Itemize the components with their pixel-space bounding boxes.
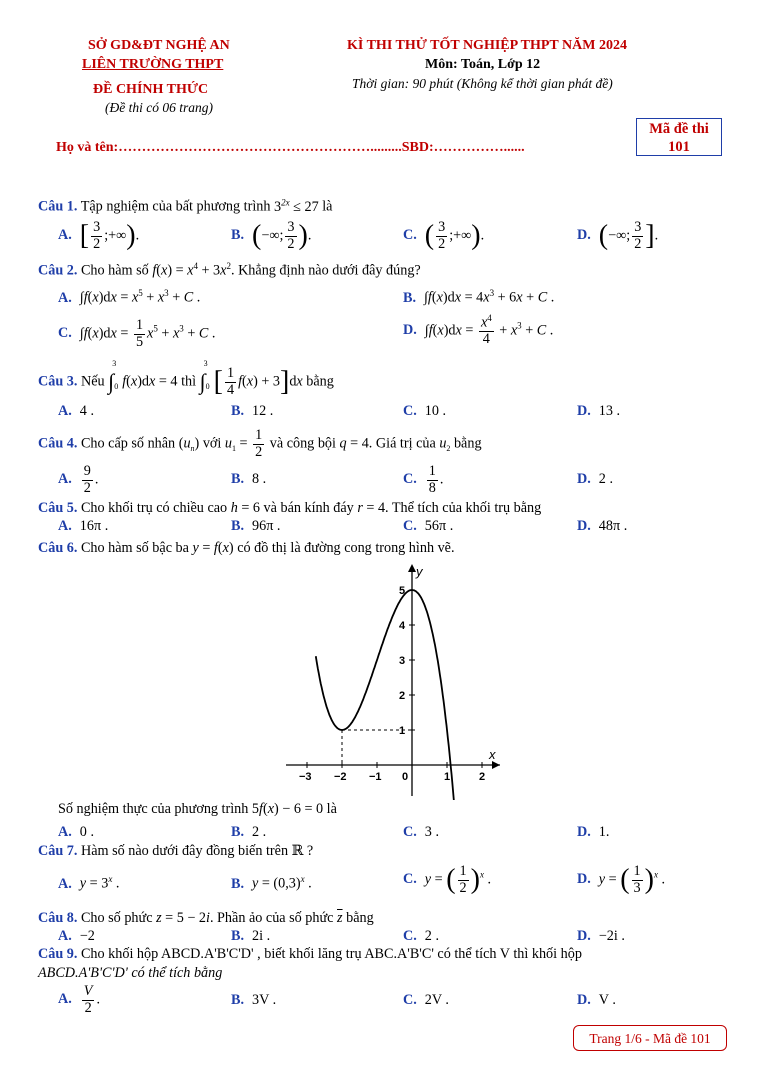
exam-subject: Môn: Toán, Lớp 12 xyxy=(425,57,541,72)
x-tick-label: 1 xyxy=(444,771,451,783)
cubic-graph xyxy=(276,560,506,800)
question-6-sub: Số nghiệm thực của phương trình 5f(x) − 6 = 0 là xyxy=(58,801,337,817)
q4-option-b[interactable]: B. 8 . xyxy=(231,471,267,487)
x-tick-label: −3 xyxy=(299,771,312,783)
x-axis-label: x xyxy=(489,747,496,762)
q7-option-a[interactable]: A. $y = 3^x$ . xyxy=(58,874,120,892)
school-name: LIÊN TRƯỜNG THPT xyxy=(82,57,224,72)
dept-name: SỞ GD&ĐT NGHỆ AN xyxy=(88,38,230,53)
q6-option-d[interactable]: D. 1. xyxy=(577,824,610,840)
q9-option-d[interactable]: D. V . xyxy=(577,992,616,1008)
cubic-curve xyxy=(316,590,461,800)
q2-option-c[interactable]: C. ∫f(x)dx = $\frac{1}{5}$ $x^5 + x^3 + C$ . xyxy=(58,317,216,350)
q3-option-a[interactable]: A. 4 . xyxy=(58,403,94,419)
q1-option-a[interactable]: A. [ $\frac{3}{2}$ ;+∞). xyxy=(58,219,140,252)
exam-code-box xyxy=(636,118,722,156)
q7-option-d[interactable]: D. y = ( $\frac{1}{3}$ )$^x$ . xyxy=(577,863,666,896)
name-sbd-line: Họ và tên:……………………………………………….........SBD:……………...... xyxy=(56,140,525,155)
question-6: Câu 6. Cho hàm số bậc ba y = f(x) có đồ thị là đường cong trong hình vẽ. xyxy=(38,540,455,556)
y-tick-label: 3 xyxy=(399,655,406,667)
official-label: ĐỀ CHÍNH THỨC xyxy=(93,82,209,97)
q8-option-a[interactable]: A. −2 xyxy=(58,928,95,944)
question-4: Câu 4. Cho cấp số nhân $(u_n)$ với $u_1$ = $\frac{1}{2}$ và công bội q = 4. Giá trị của $u_2$ bằng xyxy=(38,427,482,460)
q5-option-c[interactable]: C. 56π . xyxy=(403,518,454,534)
q4-option-c[interactable]: C. $\frac{1}{8}$ . xyxy=(403,463,444,496)
pages-note: (Đề thi có 06 trang) xyxy=(105,100,213,115)
q8-option-d[interactable]: D. −2i . xyxy=(577,928,625,944)
q6-option-b[interactable]: B. 2 . xyxy=(231,824,267,840)
x-tick-label: −1 xyxy=(369,771,382,783)
q1-option-d[interactable]: D. (−∞; $\frac{3}{2}$ ]. xyxy=(577,219,659,252)
question-3: Câu 3. Nếu $\int_0^3f(x)dx = 4$ thì $\int_0^3$[ $\frac{1}{4}$ f(x) + 3]dx bằng xyxy=(38,358,334,398)
q2-option-d[interactable]: D. ∫f(x)dx = $\frac{x^4}{4}$ + $x^3 + C$ . xyxy=(403,313,554,348)
x-axis-arrow xyxy=(492,761,500,769)
exam-title: KÌ THI THỬ TỐT NGHIỆP THPT NĂM 2024 xyxy=(347,38,627,53)
y-tick-label: 1 xyxy=(399,725,406,737)
q4-option-d[interactable]: D. 2 . xyxy=(577,471,613,487)
q4-option-a[interactable]: A. $\frac{9}{2}$ . xyxy=(58,463,99,496)
x-tick-label: −2 xyxy=(334,771,347,783)
x-tick-label: 2 xyxy=(479,771,486,783)
question-5: Câu 5. Cho khối trụ có chiều cao h = 6 và bán kính đáy r = 4. Thể tích của khối trụ bằng xyxy=(38,500,542,516)
exam-code-value: 101 xyxy=(668,139,690,155)
y-axis-label: y xyxy=(416,564,423,579)
q9-option-a[interactable]: A. $\frac{V}{2}$ . xyxy=(58,983,101,1016)
y-tick-label: 5 xyxy=(399,585,406,597)
question-1: Câu 1. Tập nghiệm của bất phương trình $3^{2x} \le 27$ là xyxy=(38,197,333,215)
y-axis-arrow xyxy=(408,564,416,572)
q6-option-a[interactable]: A. 0 . xyxy=(58,824,94,840)
y-tick-label: 2 xyxy=(399,690,406,702)
x-tick-label: 0 xyxy=(402,771,409,783)
y-tick-label: 4 xyxy=(399,620,406,632)
exam-time: Thời gian: 90 phút (Không kể thời gian phát đề) xyxy=(352,76,613,91)
q7-option-c[interactable]: C. y = ( $\frac{1}{2}$ )$^x$ . xyxy=(403,863,492,896)
q3-option-c[interactable]: C. 10 . xyxy=(403,403,447,419)
question-9: Câu 9. Cho khối hộp ABCD.A'B'C'D' , biết khối lăng trụ ABC.A'B'C' có thể tích V thì khối hộp xyxy=(38,946,582,962)
q3-option-b[interactable]: B. 12 . xyxy=(231,403,274,419)
q1-option-b[interactable]: B. (−∞; $\frac{3}{2}$ ). xyxy=(231,219,312,252)
q2-option-a[interactable]: A. $\int f(x)dx = x^5 + x^3 + C$ . xyxy=(58,288,201,306)
question-9-line2: ABCD.A'B'C'D' có thể tích bằng xyxy=(38,965,223,981)
q1-option-c[interactable]: C. ( $\frac{3}{2}$ ;+∞). xyxy=(403,219,485,252)
exam-code-label: Mã đề thi xyxy=(649,121,709,137)
q8-option-b[interactable]: B. 2i . xyxy=(231,928,271,944)
question-7: Câu 7. Hàm số nào dưới đây đồng biến trên ℝ ? xyxy=(38,843,314,859)
q5-option-d[interactable]: D. 48π . xyxy=(577,518,628,534)
q3-option-d[interactable]: D. 13 . xyxy=(577,403,621,419)
q9-option-c[interactable]: C. 2V . xyxy=(403,992,449,1008)
q5-option-a[interactable]: A. 16π . xyxy=(58,518,109,534)
q8-option-c[interactable]: C. 2 . xyxy=(403,928,439,944)
question-2: Câu 2. Cho hàm số $f(x) = x^4 + 3x^2$. Khẳng định nào dưới đây đúng? xyxy=(38,261,421,279)
q5-option-b[interactable]: B. 96π . xyxy=(231,518,281,534)
q7-option-b[interactable]: B. $y = (0,3)^x$ . xyxy=(231,874,312,892)
page-footer: Trang 1/6 - Mã đề 101 xyxy=(573,1025,727,1051)
q9-option-b[interactable]: B. 3V . xyxy=(231,992,277,1008)
q6-option-c[interactable]: C. 3 . xyxy=(403,824,439,840)
q2-option-b[interactable]: B. $\int f(x)dx = 4x^3 + 6x + C$ . xyxy=(403,288,555,306)
question-8: Câu 8. Cho số phức z = 5 − 2i. Phần ảo của số phức $\overline{z}$ bằng xyxy=(38,910,374,926)
